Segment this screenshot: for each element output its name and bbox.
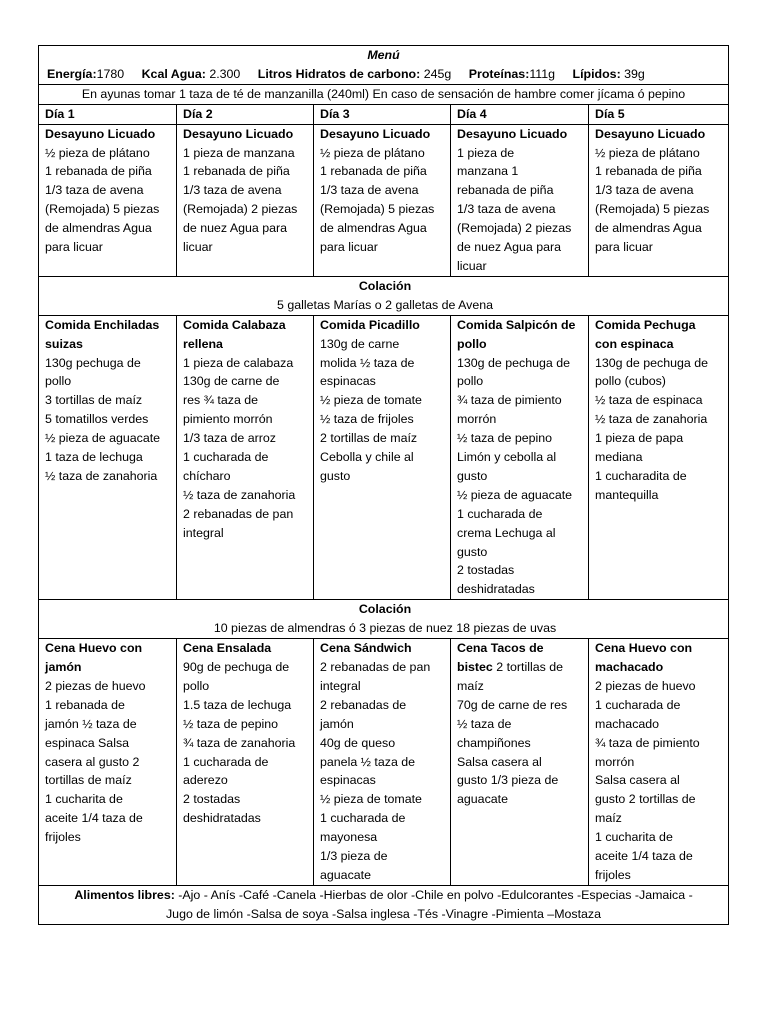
ingredient-line: (Remojada) 2 piezas — [457, 221, 572, 236]
ingredient-line: ½ pieza de plátano — [45, 145, 150, 160]
ingredient-line: ½ pieza de plátano — [595, 145, 700, 160]
day-header: Día 4 — [451, 104, 589, 124]
ingredient-line — [595, 734, 725, 753]
snack-cell — [39, 276, 729, 315]
ingredient-text: maíz — [595, 811, 622, 826]
ingredient-line — [183, 809, 310, 828]
ingredient-line — [457, 753, 585, 772]
free-foods-cell — [39, 885, 729, 924]
ingredient-line: Limón y cebolla al — [457, 450, 557, 465]
ingredient-line: 1/3 taza de avena — [183, 183, 282, 198]
ingredient-line — [183, 771, 310, 790]
dinner-cell — [314, 639, 451, 886]
snack-row — [39, 600, 729, 639]
lunch-row — [39, 315, 729, 600]
ingredient-line — [320, 790, 447, 809]
header-row — [39, 46, 729, 85]
ingredient-line: 2 tostadas — [457, 563, 515, 578]
ingredient-text: 2 piezas de huevo — [45, 678, 146, 693]
ingredient-text: Salsa casera al — [457, 754, 542, 769]
ingredient-line: rebanada de piña — [457, 183, 554, 198]
menu-table — [38, 45, 729, 925]
meal-title: Comida Salpicón de — [457, 317, 576, 332]
meal-title: Cena Ensalada — [183, 641, 272, 656]
ingredient-line — [320, 639, 447, 658]
ingredient-line: ½ pieza de plátano — [320, 145, 425, 160]
ingredient-line — [45, 828, 173, 847]
ingredient-text: gusto 2 tortillas de — [595, 792, 696, 807]
ingredient-line — [183, 696, 310, 715]
ingredient-line: 2 rebanadas de pan — [183, 506, 294, 521]
ingredient-line — [457, 696, 585, 715]
footer-row — [39, 885, 729, 924]
macro-carbs-label: Litros Hidratos de carbono: — [257, 66, 424, 81]
ingredient-line — [595, 866, 725, 885]
ingredient-line — [183, 639, 310, 658]
meal-title: Cena Huevo con — [595, 641, 693, 656]
ingredient-line — [320, 847, 447, 866]
ingredient-line: ½ taza de zanahoria — [183, 487, 296, 502]
macro-water-label: Kcal Agua: — [141, 66, 210, 81]
ingredient-text: casera al gusto 2 — [45, 754, 140, 769]
ingredient-line: morrón — [457, 412, 497, 427]
ingredient-line: gusto — [457, 468, 488, 483]
ingredient-text: ¾ taza de zanahoria — [183, 735, 296, 750]
meal-title: Comida Calabaza — [183, 317, 286, 332]
snack-cell — [39, 600, 729, 639]
ingredient-line: 1/3 taza de avena — [457, 202, 556, 217]
meal-title: machacado — [595, 660, 664, 674]
ingredient-line: 130g de pechuga de — [457, 355, 570, 370]
macro-lipids-value: 39g — [624, 66, 645, 81]
ingredient-line: 1 pieza de calabaza — [183, 355, 294, 370]
ingredient-text: maíz — [457, 678, 484, 693]
ingredient-line: espinacas — [320, 374, 376, 389]
ingredient-line: 1 cucharada de — [183, 450, 269, 465]
meal-title: Comida Pechuga — [595, 317, 696, 332]
ingredient-line: (Remojada) 5 piezas — [45, 202, 160, 217]
ingredient-line — [320, 828, 447, 847]
lunch-cell — [177, 315, 314, 600]
ingredient-text: mayonesa — [320, 830, 378, 845]
ingredient-line: licuar — [457, 258, 487, 273]
ingredient-line: molida ½ taza de — [320, 355, 415, 370]
ingredient-line — [457, 771, 585, 790]
ingredient-line: 1/3 taza de avena — [320, 183, 419, 198]
ingredient-line: 5 tomatillos verdes — [45, 412, 149, 427]
snack-text: 10 piezas de almendras ó 3 piezas de nuez 18 piezas de uvas — [213, 621, 557, 636]
meal-title: Desayuno Licuado — [457, 126, 568, 141]
ingredient-line: 3 tortillas de maíz — [45, 393, 143, 408]
ingredient-line: de nuez Agua para — [183, 221, 288, 236]
meal-title: pollo — [457, 336, 487, 351]
ingredient-line — [595, 828, 725, 847]
ingredient-line — [595, 753, 725, 772]
lunch-cell — [39, 315, 177, 600]
dinner-cell — [451, 639, 589, 886]
ingredient-line — [45, 790, 173, 809]
ingredient-line — [457, 790, 585, 809]
ingredient-line: de almendras Agua — [320, 221, 427, 236]
ingredient-line: res ¾ taza de — [183, 393, 259, 408]
ingredient-text: 1 cucharada de — [595, 697, 681, 712]
ingredient-text: 1 cucharada de — [320, 811, 406, 826]
ingredient-line — [45, 658, 173, 677]
meal-title: Cena Sándwich — [320, 641, 412, 656]
ingredient-text: 2 rebanadas de pan — [320, 660, 431, 674]
ingredient-line: ½ taza de zanahoria — [45, 468, 158, 483]
free-foods-line1: -Ajo - Anís -Café -Canela -Hierbas de olor -Chile en polvo -Edulcorantes -Especias -Jamaica - — [174, 887, 693, 902]
ingredient-line — [45, 809, 173, 828]
snack-title: Colación — [358, 602, 412, 617]
ingredient-line — [320, 809, 447, 828]
snack-title: Colación — [358, 278, 412, 293]
ingredient-line — [595, 658, 725, 677]
ingredient-line — [45, 677, 173, 696]
ingredient-text: frijoles — [45, 830, 81, 845]
ingredient-line: ½ pieza de aguacate — [457, 487, 573, 502]
ingredient-line: deshidratadas — [457, 582, 535, 597]
ingredient-line: 1 cucharada de — [457, 506, 543, 521]
ingredient-line — [45, 734, 173, 753]
ingredient-line: ½ taza de zanahoria — [595, 412, 708, 427]
ingredient-line: 130g de pechuga de — [595, 355, 708, 370]
ingredient-text: 1 cucharita de — [595, 830, 673, 845]
meal-title: jamón — [45, 660, 82, 674]
ingredient-line: chícharo — [183, 468, 231, 483]
ingredient-text: aceite 1/4 taza de — [595, 849, 693, 864]
lunch-cell — [314, 315, 451, 600]
ingredient-line: 2 tortillas de maíz — [320, 431, 418, 446]
ingredient-text: ½ taza de — [457, 716, 512, 731]
ingredient-text: aceite 1/4 taza de — [45, 811, 143, 826]
ingredient-line: 130g de carne de — [183, 374, 280, 389]
ingredient-text: pollo — [183, 678, 210, 693]
note-row — [39, 84, 729, 104]
ingredient-text: machacado — [595, 716, 660, 731]
ingredient-line — [595, 715, 725, 734]
ingredient-line: ½ pieza de tomate — [320, 393, 422, 408]
ingredient-line: 1 cucharadita de — [595, 468, 687, 483]
ingredient-line: 1 pieza de manzana — [183, 145, 295, 160]
day-header: Día 1 — [39, 104, 177, 124]
ingredient-line: 1 pieza de — [457, 145, 515, 160]
ingredient-text: 2 tostadas — [183, 792, 241, 807]
ingredient-text: ¾ taza de pimiento — [595, 735, 700, 750]
ingredient-line — [183, 753, 310, 772]
ingredient-line: 130g de carne — [320, 336, 400, 351]
meal-title: Desayuno Licuado — [183, 126, 294, 141]
ingredient-line: 1 pieza de papa — [595, 431, 684, 446]
macro-lipids-label: Lípidos: — [572, 66, 625, 81]
ingredient-line — [457, 658, 585, 677]
breakfast-cell — [589, 124, 729, 276]
lunch-cell — [451, 315, 589, 600]
ingredient-line — [183, 790, 310, 809]
ingredient-line: ½ taza de pepino — [457, 431, 553, 446]
ingredient-line: pimiento morrón — [183, 412, 273, 427]
ingredient-text: ½ pieza de tomate — [320, 792, 422, 807]
ingredient-line: de nuez Agua para — [457, 240, 562, 255]
ingredient-text: ½ taza de pepino — [183, 716, 279, 731]
ingredient-text: champiñones — [457, 735, 531, 750]
ingredient-line: 1/3 taza de avena — [595, 183, 694, 198]
ingredient-line: gusto — [457, 544, 488, 559]
ingredient-line: ½ taza de frijoles — [320, 412, 414, 427]
dinner-cell — [589, 639, 729, 886]
ingredient-line: pollo — [457, 374, 484, 389]
ingredient-line: crema Lechuga al — [457, 525, 556, 540]
ingredient-line — [45, 753, 173, 772]
ingredient-text: 40g de queso — [320, 735, 396, 750]
ingredient-text: frijoles — [595, 867, 631, 882]
meal-title: Comida Enchiladas — [45, 317, 160, 332]
ingredient-line: 130g pechuga de — [45, 355, 141, 370]
ingredient-line: de almendras Agua — [595, 221, 702, 236]
ingredient-text: 1.5 taza de lechuga — [183, 697, 292, 712]
ingredient-line — [45, 771, 173, 790]
ingredient-text: espinacas — [320, 773, 376, 788]
snack-row — [39, 276, 729, 315]
ingredient-line: pollo (cubos) — [595, 374, 666, 389]
ingredient-text: 1/3 pieza de — [320, 849, 388, 864]
ingredient-line — [45, 715, 173, 734]
ingredient-text: 2 rebanadas de — [320, 697, 407, 712]
days-row — [39, 104, 729, 124]
dinner-row — [39, 639, 729, 886]
ingredient-line: para licuar — [45, 240, 103, 255]
meal-title: Cena Tacos de — [457, 641, 544, 656]
ingredient-text: espinaca Salsa — [45, 735, 130, 750]
ingredient-line: 1 taza de lechuga — [45, 450, 143, 465]
ingredient-line — [595, 639, 725, 658]
ingredient-text: tortillas de maíz — [45, 773, 132, 788]
macro-protein-label: Proteínas: — [468, 66, 530, 81]
ingredient-line — [457, 639, 585, 658]
ingredient-text: gusto 1/3 pieza de — [457, 773, 559, 788]
free-foods-line2: Jugo de limón -Salsa de soya -Salsa inglesa -Tés -Vinagre -Pimienta –Mostaza — [165, 906, 602, 921]
meal-title: Cena Huevo con — [45, 641, 143, 656]
meal-title: Desayuno Licuado — [45, 126, 156, 141]
ingredient-line — [320, 866, 447, 885]
ingredient-line: para licuar — [595, 240, 653, 255]
ingredient-line — [183, 715, 310, 734]
ingredient-line: mediana — [595, 450, 643, 465]
ingredient-line: mantequilla — [595, 487, 659, 502]
macro-protein-value: 111g — [529, 66, 556, 81]
day-header: Día 5 — [589, 104, 729, 124]
ingredient-line — [595, 847, 725, 866]
ingredient-line: ¾ taza de pimiento — [457, 393, 562, 408]
ingredient-line — [320, 658, 447, 677]
ingredient-line — [320, 734, 447, 753]
free-foods-label: Alimentos libres: — [74, 887, 175, 902]
ingredient-line: 1 rebanada de piña — [320, 164, 427, 179]
breakfast-row — [39, 124, 729, 276]
ingredient-text: 70g de carne de res — [457, 697, 568, 712]
ingredient-line: manzana 1 — [457, 164, 519, 179]
day-header: Día 3 — [314, 104, 451, 124]
ingredient-text: panela ½ taza de — [320, 754, 416, 769]
dinner-cell — [39, 639, 177, 886]
ingredient-line — [595, 809, 725, 828]
ingredient-line: Cebolla y chile al — [320, 450, 414, 465]
ingredient-line — [183, 734, 310, 753]
ingredient-line — [320, 696, 447, 715]
ingredient-line: 1 rebanada de piña — [183, 164, 290, 179]
macro-energy-label: Energía: — [47, 66, 97, 81]
meal-title: Desayuno Licuado — [595, 126, 706, 141]
ingredient-line — [183, 658, 310, 677]
ingredient-line — [320, 771, 447, 790]
ingredient-text: Salsa casera al — [595, 773, 680, 788]
ingredient-text: jamón ½ taza de — [45, 716, 137, 731]
menu-title: Menú — [367, 48, 400, 62]
ingredient-text: integral — [320, 678, 361, 693]
ingredient-text: 1 cucharita de — [45, 792, 123, 807]
ingredient-line: 1 rebanada de piña — [45, 164, 152, 179]
ingredient-line — [457, 715, 585, 734]
ingredient-line: 1 rebanada de piña — [595, 164, 702, 179]
ingredient-line: ½ pieza de aguacate — [45, 431, 161, 446]
ingredient-line — [595, 771, 725, 790]
ingredient-text: 2 piezas de huevo — [595, 678, 696, 693]
ingredient-text: aguacate — [320, 867, 371, 882]
menu-sheet — [38, 45, 728, 925]
ingredient-line: ½ taza de espinaca — [595, 393, 703, 408]
ingredient-line — [595, 696, 725, 715]
breakfast-cell — [177, 124, 314, 276]
ingredient-line: 1/3 taza de avena — [45, 183, 144, 198]
meal-title: bistec — [457, 660, 493, 674]
ingredient-text: aderezo — [183, 773, 228, 788]
ingredient-text: deshidratadas — [183, 811, 261, 826]
ingredient-line: de almendras Agua — [45, 221, 152, 236]
meal-title: rellena — [183, 336, 223, 351]
macros-line — [39, 65, 728, 84]
ingredient-line — [457, 734, 585, 753]
ingredient-line — [595, 677, 725, 696]
ingredient-line — [45, 696, 173, 715]
ingredient-line: integral — [183, 525, 224, 540]
lunch-cell — [589, 315, 729, 600]
ingredient-line — [457, 677, 585, 696]
macro-water-value: 2.300 — [209, 66, 241, 81]
breakfast-cell — [451, 124, 589, 276]
ingredient-text: 90g de pechuga de — [183, 660, 290, 674]
ingredient-line: (Remojada) 5 piezas — [595, 202, 710, 217]
macro-energy-value: 1780 — [96, 66, 125, 81]
ingredient-text: aguacate — [457, 792, 508, 807]
day-header: Día 2 — [177, 104, 314, 124]
snack-text: 5 galletas Marías o 2 galletas de Avena — [276, 297, 494, 312]
ingredient-line — [320, 677, 447, 696]
dinner-cell — [177, 639, 314, 886]
macro-carbs-value: 245g — [423, 66, 452, 81]
ingredient-line: (Remojada) 5 piezas — [320, 202, 435, 217]
ingredient-line: (Remojada) 2 piezas — [183, 202, 298, 217]
breakfast-cell — [39, 124, 177, 276]
ingredient-text: 1 cucharada de — [183, 754, 269, 769]
ingredient-line: para licuar — [320, 240, 378, 255]
meal-title: Comida Picadillo — [320, 317, 420, 332]
ingredient-text: 2 tortillas de — [492, 660, 564, 674]
ingredient-text: morrón — [595, 754, 635, 769]
ingredient-line — [45, 639, 173, 658]
ingredient-line: pollo — [45, 374, 72, 389]
breakfast-cell — [314, 124, 451, 276]
ingredient-line — [320, 715, 447, 734]
ingredient-line: 1/3 taza de arroz — [183, 431, 276, 446]
ingredient-text: jamón — [320, 716, 354, 731]
meal-title: con espinaca — [595, 336, 674, 351]
ingredient-line — [595, 790, 725, 809]
ingredient-text: 1 rebanada de — [45, 697, 125, 712]
ingredient-line: gusto — [320, 468, 351, 483]
ingredient-line: licuar — [183, 240, 213, 255]
ingredient-line — [320, 753, 447, 772]
fasting-note: En ayunas tomar 1 taza de té de manzanilla (240ml) En caso de sensación de hambre comer jícama ó pepino — [39, 84, 729, 104]
meal-title: suizas — [45, 336, 83, 351]
ingredient-line — [183, 677, 310, 696]
meal-title: Desayuno Licuado — [320, 126, 431, 141]
